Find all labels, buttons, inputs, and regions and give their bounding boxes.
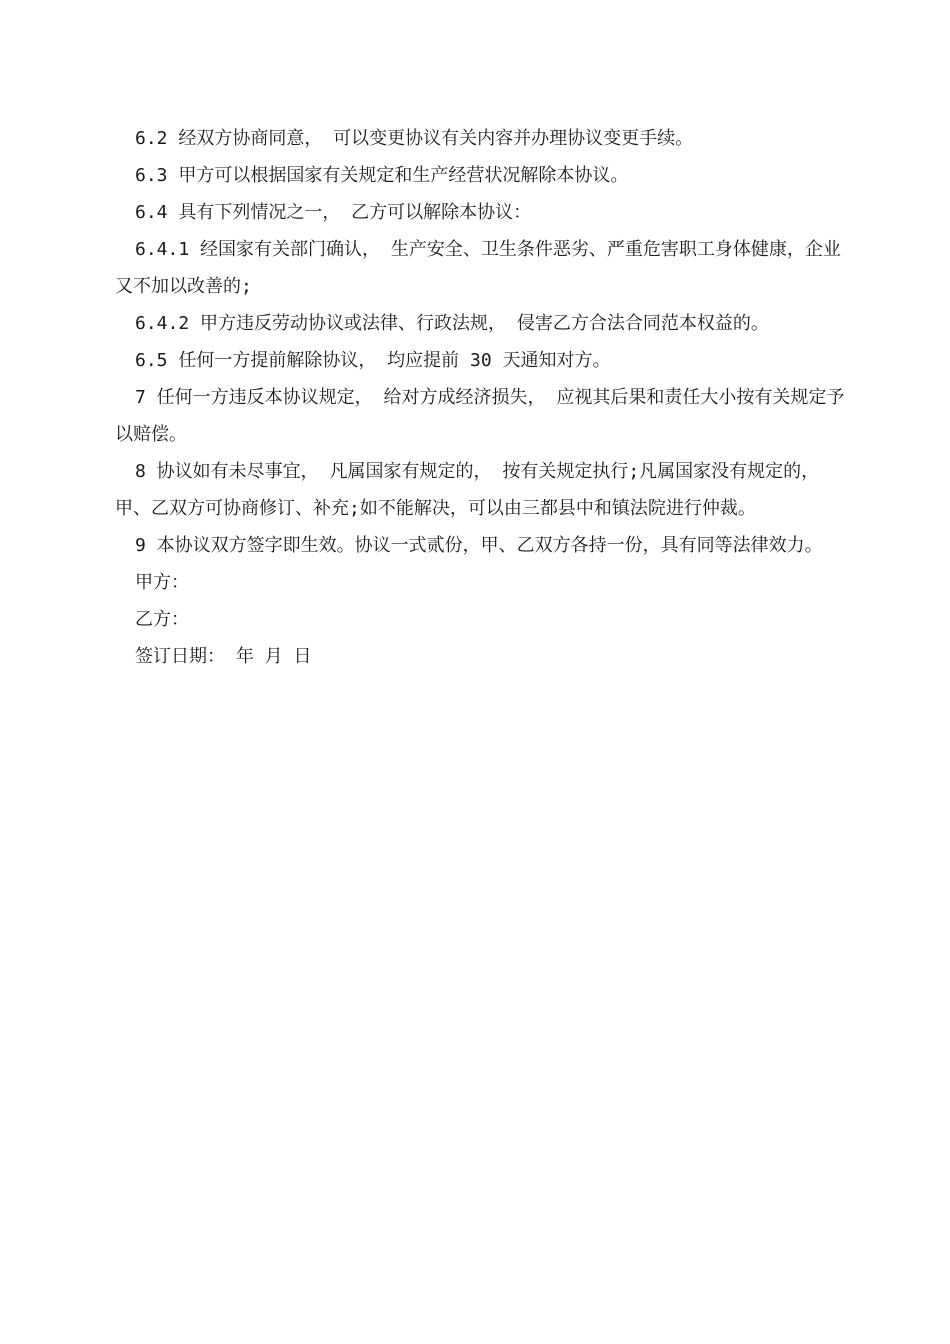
signature-party-a: 甲方： [135,572,189,593]
document-body [115,120,855,675]
clause-8: 8 协议如有未尽事宜， 凡属国家有规定的， 按有关规定执行;凡属国家没有规定的， 甲、乙双方可协商修订、补充;如不能解决，可以由三都县中和镇法院进行仲裁。 [115,461,820,519]
clause-6-4: 6.4 具有下列情况之一， 乙方可以解除本协议： [135,202,532,223]
clause-6-3: 6.3 甲方可以根据国家有关规定和生产经营状况解除本协议。 [135,165,629,186]
clause-6-4-2: 6.4.2 甲方违反劳动协议或法律、行政法规， 侵害乙方合法合同范本权益的。 [135,313,769,334]
clause-6-5: 6.5 任何一方提前解除协议， 均应提前 30 天通知对方。 [135,350,611,371]
clause-9: 9 本协议双方签字即生效。协议一式贰份，甲、乙双方各持一份，具有同等法律效力。 [135,535,823,556]
signature-party-b: 乙方： [135,609,189,630]
clause-6-4-1: 6.4.1 经国家有关部门确认， 生产安全、卫生条件恶劣、严重危害职工身体健康，企业又不加以改善的; [115,239,841,297]
signature-date: 签订日期： 年 月 日 [135,646,312,667]
clause-6-2: 6.2 经双方协商同意， 可以变更协议有关内容并办理协议变更手续。 [135,128,694,149]
clause-7: 7 任何一方违反本协议规定， 给对方成经济损失， 应视其后果和责任大小按有关规定予以赔偿。 [115,387,845,445]
